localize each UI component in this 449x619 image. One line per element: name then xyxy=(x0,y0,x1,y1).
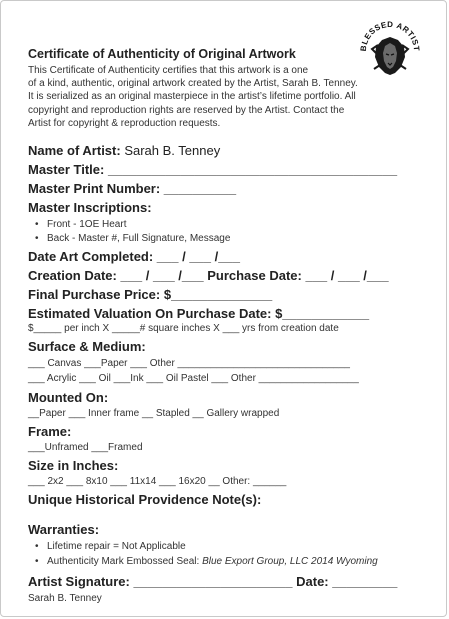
final-purchase-price-field: Final Purchase Price: $______________ xyxy=(28,287,273,302)
warranty-item xyxy=(35,556,378,567)
artist-name-label: Name of Artist: xyxy=(28,143,121,158)
intro-line: of a kind, authentic, original artwork created by the Artist, Sarah B. Tenney. xyxy=(28,78,358,90)
valuation-formula: $_____ per inch X _____# square inches X ___ yrs from creation date xyxy=(28,323,339,334)
intro-line: copyright and reproduction rights are reserved by the Artist. Contact the xyxy=(28,104,345,116)
size-label: Size in Inches: xyxy=(28,458,119,473)
signature-name: Sarah B. Tenney xyxy=(28,593,102,604)
mounted-on-label: Mounted On: xyxy=(28,390,109,405)
warranties-label: Warranties: xyxy=(28,522,100,537)
master-inscriptions-label: Master Inscriptions: xyxy=(28,200,152,215)
artist-name-value: Sarah B. Tenney xyxy=(124,143,221,158)
mounted-options-line: __Paper ___ Inner frame __ Stapled __ Gallery wrapped xyxy=(28,408,280,419)
frame-options-line: ___Unframed ___Framed xyxy=(28,442,143,453)
inscription-item: • Back - Master #, Full Signature, Message xyxy=(35,233,230,244)
artist-signature-field: Artist Signature: ______________________ Date: _________ xyxy=(28,574,398,589)
intro-paragraph xyxy=(28,64,418,130)
intro-line: This Certificate of Authenticity certifies that this artwork is a one xyxy=(28,65,309,76)
warranty-seal-issuer: Blue Export Group, LLC 2014 Wyoming xyxy=(202,556,378,567)
estimated-valuation-field: Estimated Valuation On Purchase Date: $____________ xyxy=(28,306,370,321)
creation-purchase-date-field: Creation Date: ___ / ___ /___ Purchase Date: ___ / ___ /___ xyxy=(28,268,389,283)
intro-line: Artist for copyright & reproduction requests. xyxy=(28,117,221,129)
surface-medium-label: Surface & Medium: xyxy=(28,339,146,354)
master-title-field: Master Title: ________________________________________ xyxy=(28,162,398,177)
intro-line: It is serialized as an original masterpiece in the artist’s lifetime portfolio. All xyxy=(28,91,356,103)
date-art-completed-field: Date Art Completed: ___ / ___ /___ xyxy=(28,249,240,264)
certificate-title: Certificate of Authenticity of Original Artwork xyxy=(28,47,296,61)
size-options-line: ___ 2x2 ___ 8x10 ___ 11x14 ___ 16x20 __ Other: ______ xyxy=(28,476,287,487)
frame-label: Frame: xyxy=(28,424,72,439)
providence-notes-label: Unique Historical Providence Note(s): xyxy=(28,492,262,507)
logo-text: BLESSED ARTIST xyxy=(358,19,422,52)
medium-options-line: ___ Acrylic ___ Oil ___Ink ___ Oil Pastel ___ Other __________________ xyxy=(28,373,359,384)
inscription-item: • Front - 1OE Heart xyxy=(35,219,126,230)
warranty-item: • Lifetime repair = Not Applicable xyxy=(35,541,186,552)
artist-name-row xyxy=(28,143,220,158)
surface-options-line: ___ Canvas ___Paper ___ Other _______________________________ xyxy=(28,358,350,369)
master-print-number-field: Master Print Number: __________ xyxy=(28,181,237,196)
warranty-seal-text: Authenticity Mark Embossed Seal: xyxy=(47,556,203,567)
